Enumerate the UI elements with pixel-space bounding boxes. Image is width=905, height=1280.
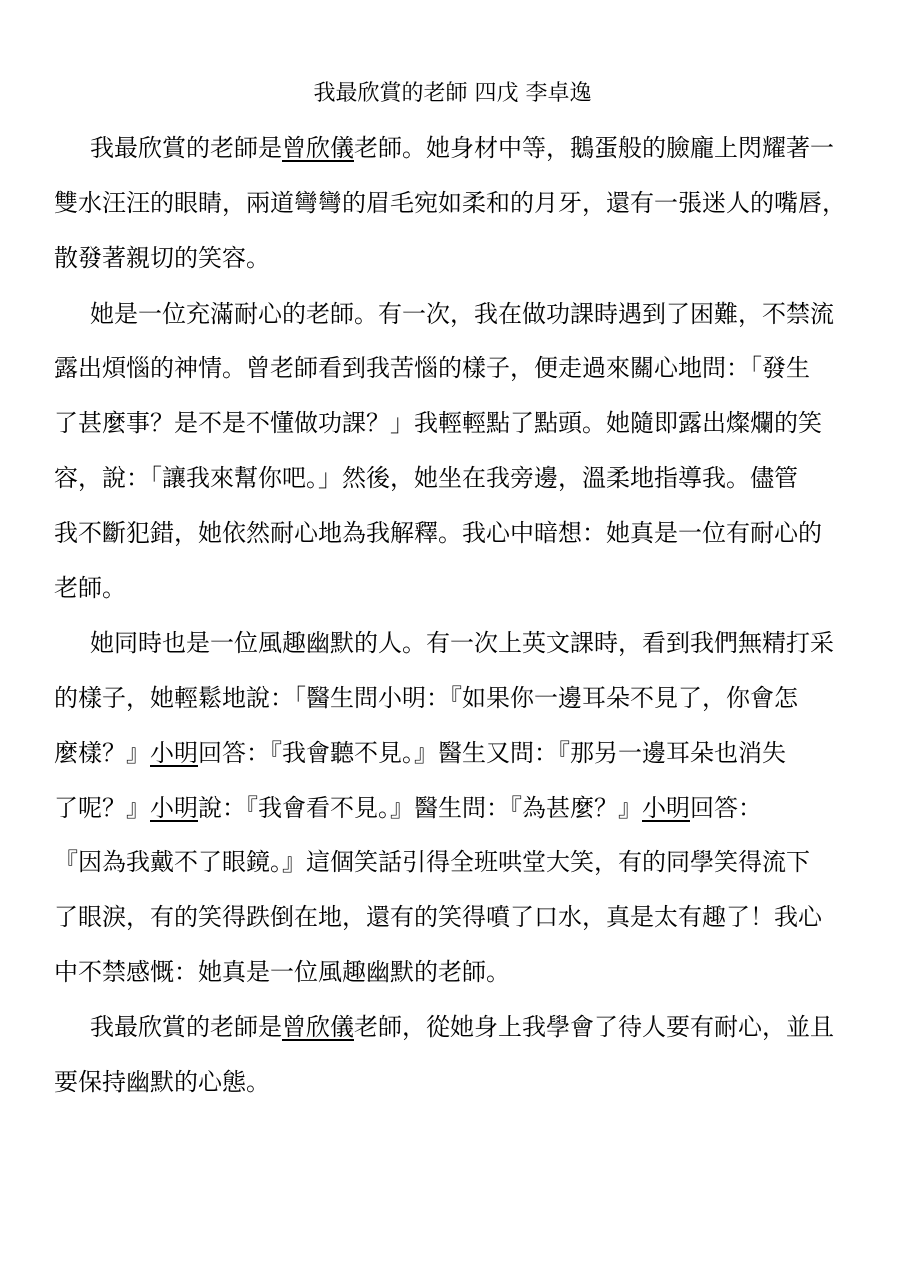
paragraph-2-line-3: [54, 403, 822, 443]
text-span: 回答：『我會聽不見。』醫生又問：『那另一邊耳朵也消失: [198, 739, 786, 767]
text-span: 老師，從她身上我學會了待人要有耐心，並且: [354, 1013, 834, 1041]
text-span: 容，說：「讓我來幫你吧。」然後，她坐在我旁邊，溫柔地指導我。儘管: [54, 464, 798, 492]
xiaoming-underlined: 小明: [150, 739, 198, 767]
paragraph-1-line-3: [54, 238, 270, 278]
teacher-name-underlined: 曾欣儀: [282, 1013, 354, 1041]
teacher-name-underlined: 曾欣儀: [282, 134, 354, 162]
paragraph-3-line-3: [54, 733, 786, 773]
paragraph-4-line-1: [90, 1007, 834, 1047]
text-span: 了甚麼事？是不是不懂做功課？」我輕輕點了點頭。她隨即露出燦爛的笑: [54, 409, 822, 437]
text-span: 她同時也是一位風趣幽默的人。有一次上英文課時，看到我們無精打采: [90, 629, 834, 657]
text-span: 雙水汪汪的眼睛，兩道彎彎的眉毛宛如柔和的月牙，還有一張迷人的嘴唇，: [54, 189, 846, 217]
paragraph-3-line-6: [54, 897, 822, 937]
paragraph-3-line-4: [54, 788, 762, 828]
text-span: 我最欣賞的老師是: [90, 1013, 282, 1041]
xiaoming-underlined: 小明: [642, 794, 690, 822]
paragraph-3-line-1: [90, 623, 834, 663]
paragraph-1-line-1: [90, 128, 834, 168]
text-span: 老師。: [54, 574, 126, 602]
paragraph-1-line-2: [54, 183, 846, 223]
text-span: 回答：: [690, 794, 762, 822]
paragraph-3-line-7: [54, 952, 510, 992]
document-title: 我最欣賞的老師 四戊 李卓逸: [313, 81, 592, 106]
text-span: 的樣子，她輕鬆地說：「醫生問小明：『如果你一邊耳朵不見了，你會怎: [54, 684, 798, 712]
text-span: 老師。她身材中等，鵝蛋般的臉龐上閃耀著一: [354, 134, 834, 162]
text-span: 中不禁感慨：她真是一位風趣幽默的老師。: [54, 958, 510, 986]
text-span: 了呢？』: [54, 794, 150, 822]
text-span: 我不斷犯錯，她依然耐心地為我解釋。我心中暗想：她真是一位有耐心的: [54, 519, 822, 547]
text-span: 散發著親切的笑容。: [54, 244, 270, 272]
text-span: 說：『我會看不見。』醫生問：『為甚麼？』: [198, 794, 642, 822]
text-span: 麼樣？』: [54, 739, 150, 767]
paragraph-2-line-5: [54, 513, 822, 553]
paragraph-3-line-5: [54, 842, 810, 882]
paragraph-2-line-6: [54, 568, 126, 608]
text-span: 我最欣賞的老師是: [90, 134, 282, 162]
paragraph-2-line-1: [90, 294, 834, 334]
text-span: 她是一位充滿耐心的老師。有一次，我在做功課時遇到了困難，不禁流: [90, 300, 834, 328]
text-span: 要保持幽默的心態。: [54, 1068, 270, 1096]
text-span: 露出煩惱的神情。曾老師看到我苦惱的樣子，便走過來關心地問：「發生: [54, 354, 810, 382]
text-span: 了眼淚，有的笑得跌倒在地，還有的笑得噴了口水，真是太有趣了！我心: [54, 903, 822, 931]
text-span: 『因為我戴不了眼鏡。』這個笑話引得全班哄堂大笑，有的同學笑得流下: [54, 848, 810, 876]
paragraph-4-line-2: [54, 1062, 270, 1102]
xiaoming-underlined: 小明: [150, 794, 198, 822]
paragraph-2-line-2: [54, 348, 810, 388]
paragraph-3-line-2: [54, 678, 798, 718]
paragraph-2-line-4: [54, 458, 798, 498]
